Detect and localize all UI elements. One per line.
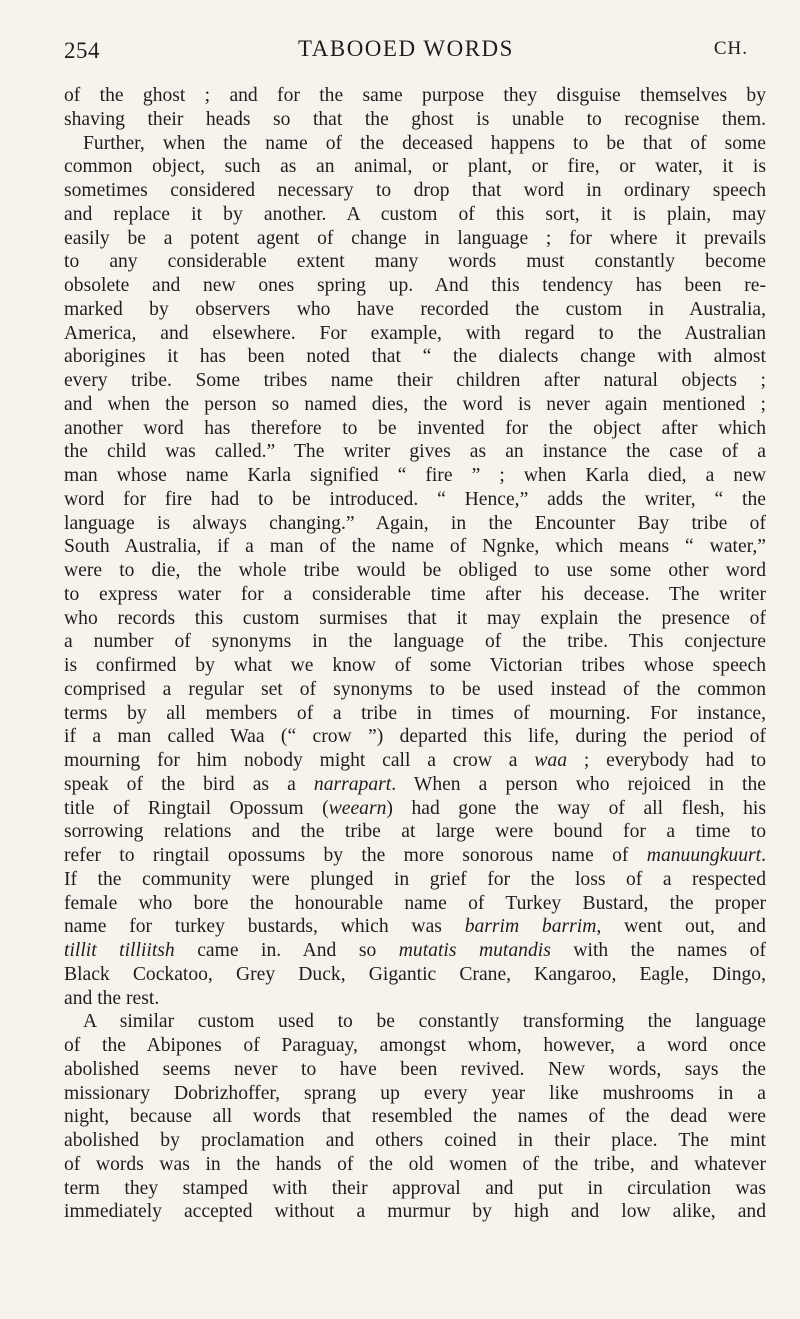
italic-term: mutatis mutandis bbox=[398, 940, 551, 961]
text-line bbox=[64, 725, 766, 749]
text-line bbox=[64, 773, 766, 797]
text-line bbox=[64, 440, 766, 464]
text-line bbox=[64, 488, 766, 512]
text-line bbox=[64, 1082, 766, 1106]
text-line bbox=[64, 535, 766, 559]
text-line bbox=[64, 227, 766, 251]
text-line bbox=[64, 868, 766, 892]
text-line bbox=[64, 1129, 766, 1153]
text-segment: South Australia, if a man of the name of Ngnke, which means “ water,” bbox=[64, 536, 766, 558]
text-line bbox=[64, 915, 766, 939]
text-segment: to any considerable extent many words must constantly become bbox=[64, 251, 766, 273]
text-line bbox=[64, 203, 766, 227]
text-line bbox=[64, 844, 766, 868]
body-text bbox=[64, 84, 766, 1224]
chapter-abbreviation: CH. bbox=[713, 38, 748, 59]
running-title: TABOOED WORDS bbox=[298, 36, 514, 61]
text-segment: who records this custom surmises that it may explain the presence of bbox=[64, 607, 766, 629]
text-line bbox=[64, 179, 766, 203]
text-segment: immediately accepted without a murmur by high and low alike, and bbox=[64, 1201, 766, 1223]
text-line bbox=[64, 393, 766, 417]
text-segment: . When a person who rejoiced in the bbox=[391, 773, 766, 795]
text-line bbox=[64, 1034, 766, 1058]
text-line bbox=[64, 1200, 766, 1224]
text-segment: were to die, the whole tribe would be obliged to use some other word bbox=[64, 560, 766, 581]
text-segment: shaving their heads so that the ghost is unable to recognise them. bbox=[64, 108, 766, 130]
text-segment: the child was called.” The writer gives as an instance the case of a bbox=[64, 441, 766, 463]
text-segment: refer to ringtail opossums by the more sonorous name of bbox=[64, 845, 647, 866]
text-line bbox=[64, 607, 766, 631]
text-line bbox=[64, 1177, 766, 1201]
italic-term: barrim barrim bbox=[464, 916, 597, 938]
text-segment: of words was in the hands of the old women of the tribe, and whatever bbox=[64, 1153, 766, 1175]
text-segment: language is always changing.” Again, in the Encounter Bay tribe of bbox=[64, 512, 766, 534]
text-segment: every tribe. Some tribes name their children after natural objects ; bbox=[64, 370, 766, 391]
text-line bbox=[64, 132, 766, 156]
text-segment: Further, when the name of the deceased happens to be that of some bbox=[83, 132, 766, 154]
text-segment: and the rest. bbox=[64, 987, 160, 1009]
text-segment: mourning for him nobody might call a crow a bbox=[64, 750, 535, 771]
text-segment: female who bore the honourable name of Turkey Bustard, the proper bbox=[64, 892, 766, 914]
text-line bbox=[64, 155, 766, 179]
text-segment: obsolete and new ones spring up. And this tendency has been re- bbox=[64, 275, 766, 296]
text-segment: A similar custom used to be constantly transforming the language bbox=[83, 1011, 766, 1033]
text-segment: sorrowing relations and the tribe at large were bound for a time to bbox=[64, 821, 766, 843]
text-line bbox=[64, 322, 766, 346]
italic-term: narrapart bbox=[313, 773, 392, 795]
text-segment: a number of synonyms in the language of the tribe. This conjecture bbox=[64, 631, 766, 653]
text-segment: if a man called Waa (“ crow ”) departed this life, during the period of bbox=[64, 726, 766, 748]
text-segment: name for turkey bustards, which was bbox=[64, 916, 465, 938]
running-head bbox=[64, 36, 748, 72]
text-line bbox=[64, 559, 766, 583]
text-segment: of the ghost ; and for the same purpose they disguise themselves by bbox=[64, 85, 766, 106]
text-line bbox=[64, 1153, 766, 1177]
text-segment: missionary Dobrizhoffer, sprang up every year like mushrooms in a bbox=[64, 1082, 766, 1104]
text-segment: came in. And so bbox=[174, 940, 399, 961]
text-segment: title of Ringtail Opossum ( bbox=[64, 797, 329, 819]
text-segment: . bbox=[761, 845, 766, 866]
text-line bbox=[64, 274, 766, 298]
text-line bbox=[64, 250, 766, 274]
text-line bbox=[64, 749, 766, 773]
text-segment: ; everybody had to bbox=[567, 750, 766, 771]
text-segment: night, because all words that resembled the names of the dead were bbox=[64, 1106, 766, 1128]
text-segment: If the community were plunged in grief for the loss of a respected bbox=[64, 868, 766, 890]
text-line bbox=[64, 108, 766, 132]
italic-term: waa bbox=[534, 750, 567, 771]
italic-term: tillit tilliitsh bbox=[64, 940, 175, 961]
text-segment: speak of the bird as a bbox=[64, 773, 314, 795]
text-line bbox=[64, 84, 766, 108]
text-line bbox=[64, 417, 766, 441]
text-line bbox=[64, 654, 766, 678]
text-segment: to express water for a considerable time after his decease. The writer bbox=[64, 583, 766, 605]
text-line bbox=[64, 797, 766, 821]
text-segment: aborigines it has been noted that “ the dialects change with almost bbox=[64, 346, 766, 368]
text-line bbox=[64, 369, 766, 393]
text-line bbox=[64, 1105, 766, 1129]
italic-term: weearn bbox=[328, 797, 387, 819]
text-segment: man whose name Karla signified “ fire ” ; when Karla died, a new bbox=[64, 465, 766, 486]
text-segment: sometimes considered necessary to drop that word in ordinary speech bbox=[64, 180, 766, 201]
text-segment: another word has therefore to be invented for the object after which bbox=[64, 417, 766, 439]
text-segment: and when the person so named dies, the word is never again mentioned ; bbox=[64, 393, 766, 415]
text-segment: terms by all members of a tribe in times of mourning. For instance, bbox=[64, 702, 766, 724]
text-segment: and replace it by another. A custom of this sort, it is plain, may bbox=[64, 203, 766, 225]
text-segment: Black Cockatoo, Grey Duck, Gigantic Crane, Kangaroo, Eagle, Dingo, bbox=[64, 963, 766, 985]
text-line bbox=[64, 939, 766, 963]
text-line bbox=[64, 892, 766, 916]
text-line bbox=[64, 583, 766, 607]
text-line bbox=[64, 345, 766, 369]
text-segment: with the names of bbox=[550, 940, 766, 961]
text-line bbox=[64, 1010, 766, 1034]
text-segment: common object, such as an animal, or plant, or fire, or water, it is bbox=[64, 156, 766, 178]
text-line bbox=[64, 702, 766, 726]
text-line bbox=[64, 678, 766, 702]
text-segment: abolished seems never to have been revived. New words, says the bbox=[64, 1058, 766, 1080]
text-line bbox=[64, 630, 766, 654]
text-line bbox=[64, 820, 766, 844]
page-number: 254 bbox=[64, 38, 100, 63]
text-segment: abolished by proclamation and others coined in their place. The mint bbox=[64, 1130, 766, 1151]
italic-term: manuungkuurt bbox=[646, 845, 762, 866]
text-line bbox=[64, 963, 766, 987]
text-segment: easily be a potent agent of change in language ; for where it prevails bbox=[64, 227, 766, 249]
text-segment: marked by observers who have recorded the custom in Australia, bbox=[64, 298, 766, 320]
text-line bbox=[64, 464, 766, 488]
text-segment: , went out, and bbox=[596, 916, 766, 938]
text-line bbox=[64, 298, 766, 322]
text-line bbox=[64, 1058, 766, 1082]
text-line bbox=[64, 512, 766, 536]
text-segment: is confirmed by what we know of some Victorian tribes whose speech bbox=[64, 655, 766, 676]
text-segment: term they stamped with their approval and put in circulation was bbox=[64, 1177, 766, 1199]
text-segment: of the Abipones of Paraguay, amongst whom, however, a word once bbox=[64, 1035, 766, 1056]
text-segment: word for fire had to be introduced. “ Hence,” adds the writer, “ the bbox=[64, 488, 766, 510]
text-segment: ) had gone the way of all flesh, his bbox=[386, 797, 766, 819]
text-segment: America, and elsewhere. For example, with regard to the Australian bbox=[64, 322, 766, 344]
text-line bbox=[64, 987, 766, 1011]
text-segment: comprised a regular set of synonyms to be used instead of the common bbox=[64, 678, 766, 700]
